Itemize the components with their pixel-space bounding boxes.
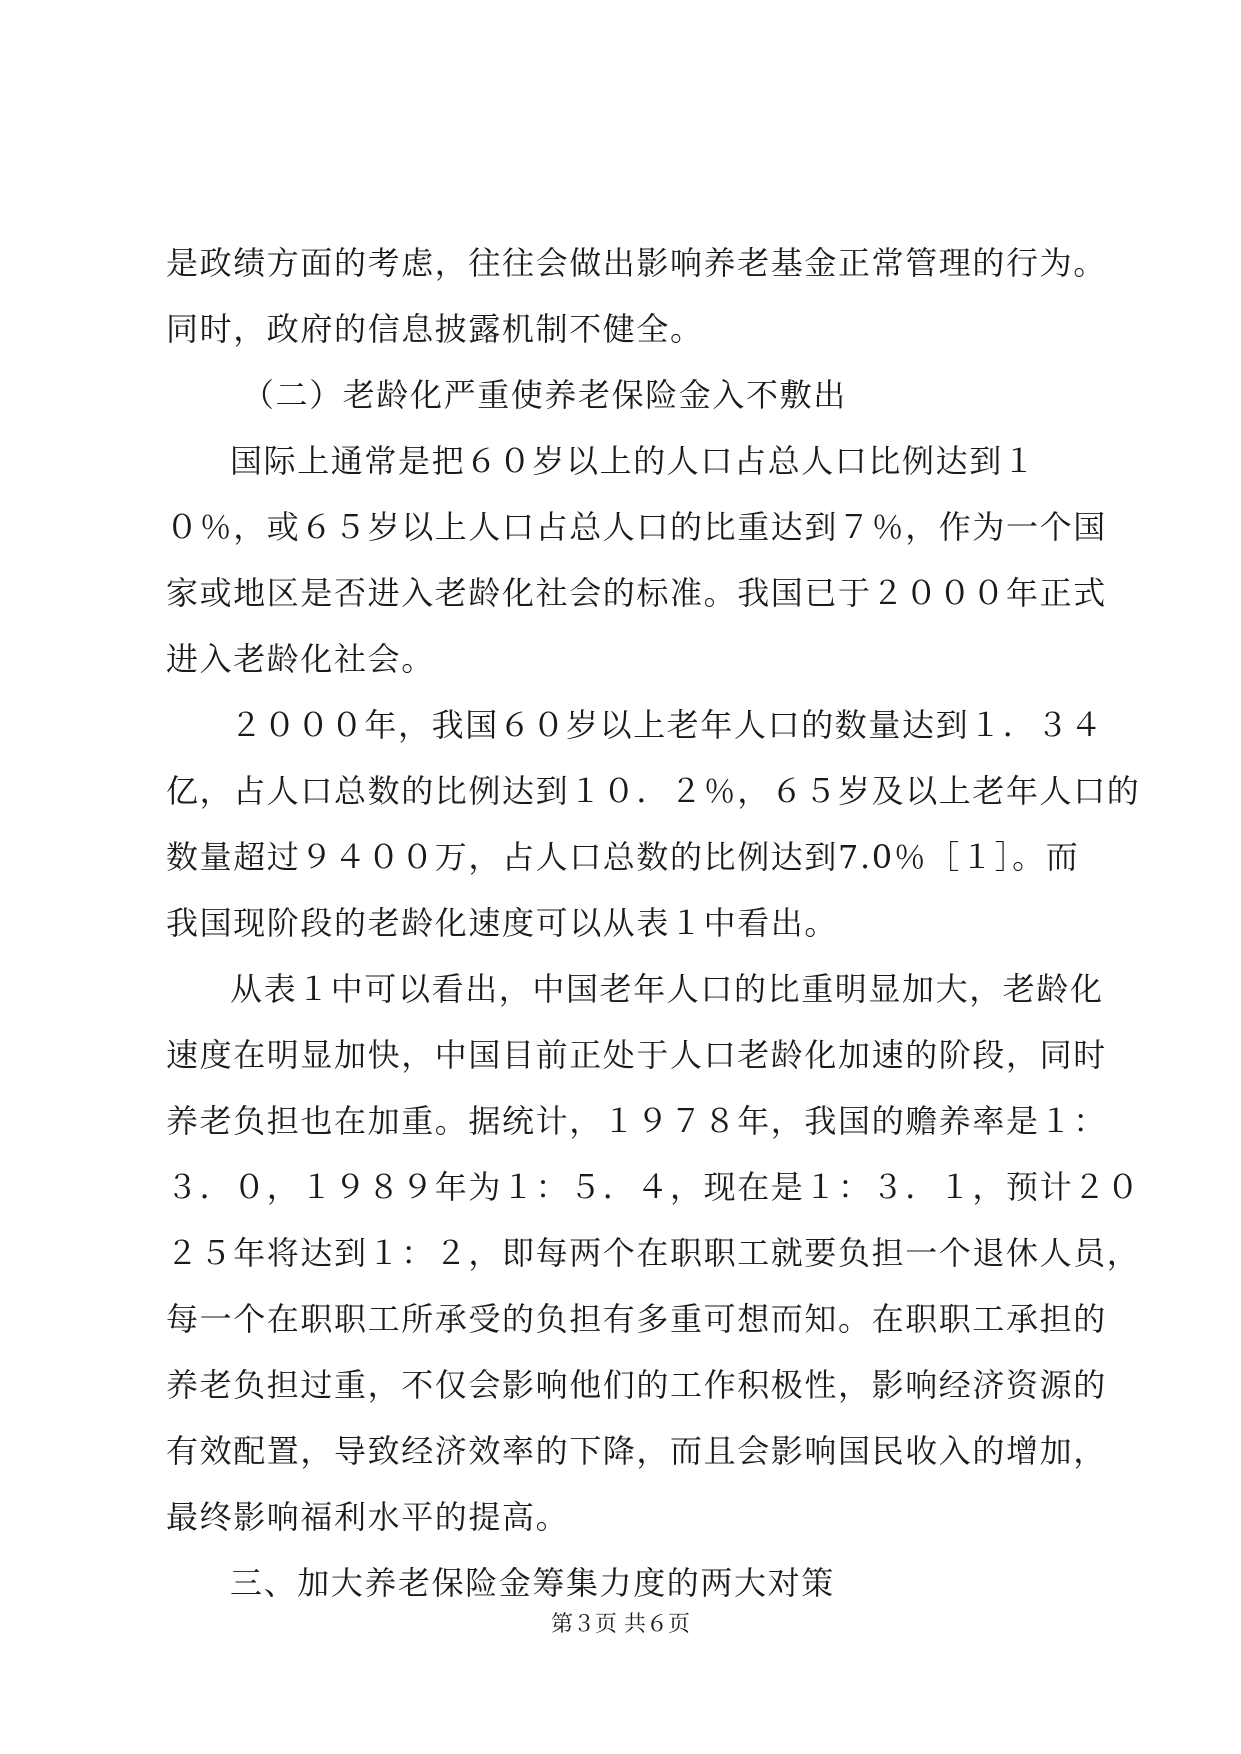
- paragraph-line: 速度在明显加快，中国目前正处于人口老龄化加速的阶段，同时: [166, 1036, 1107, 1074]
- paragraph-line: 最终影响福利水平的提高。: [166, 1498, 570, 1536]
- section-heading: 三、加大养老保险金筹集力度的两大对策: [230, 1564, 835, 1602]
- paragraph-line: 家或地区是否进入老龄化社会的标准。我国已于２０００年正式: [166, 574, 1107, 612]
- section-heading: （二）老龄化严重使养老保险金入不敷出: [242, 376, 847, 414]
- document-body: [166, 230, 1141, 1616]
- paragraph-line: 养老负担也在加重。据统计，１９７８年，我国的赡养率是１：: [166, 1102, 1107, 1140]
- page-number-footer: 第３页 共６页: [551, 1612, 690, 1637]
- paragraph-line: ０％，或６５岁以上人口占总人口的比重达到７％，作为一个国: [166, 508, 1107, 546]
- paragraph-line: ２０００年，我国６０岁以上老年人口的数量达到１．３４: [230, 706, 1104, 744]
- paragraph-line: ２５年将达到１：２，即每两个在职职工就要负担一个退休人员，: [166, 1234, 1141, 1272]
- paragraph-line: 数量超过９４００万，占人口总数的比例达到7.0％［１］。而: [166, 838, 1080, 876]
- paragraph-line: 亿，占人口总数的比例达到１０．２％，６５岁及以上老年人口的: [166, 772, 1141, 810]
- paragraph-line: 国际上通常是把６０岁以上的人口占总人口比例达到１: [230, 442, 1037, 480]
- paragraph-line: 从表１中可以看出，中国老年人口的比重明显加大，老龄化: [230, 970, 1104, 1008]
- paragraph-line: 进入老龄化社会。: [166, 640, 435, 678]
- paragraph-line: 我国现阶段的老龄化速度可以从表１中看出。: [166, 904, 839, 942]
- paragraph-line: 养老负担过重，不仅会影响他们的工作积极性，影响经济资源的: [166, 1366, 1107, 1404]
- paragraph-line: 是政绩方面的考虑，往往会做出影响养老基金正常管理的行为。: [166, 244, 1107, 282]
- paragraph-line: 有效配置，导致经济效率的下降，而且会影响国民收入的增加，: [166, 1432, 1107, 1470]
- paragraph-line: ３．０，１９８９年为１：５．４，现在是１：３．１，预计２０: [166, 1168, 1141, 1206]
- paragraph-line: 同时，政府的信息披露机制不健全。: [166, 310, 704, 348]
- paragraph-line: 每一个在职职工所承受的负担有多重可想而知。在职职工承担的: [166, 1300, 1107, 1338]
